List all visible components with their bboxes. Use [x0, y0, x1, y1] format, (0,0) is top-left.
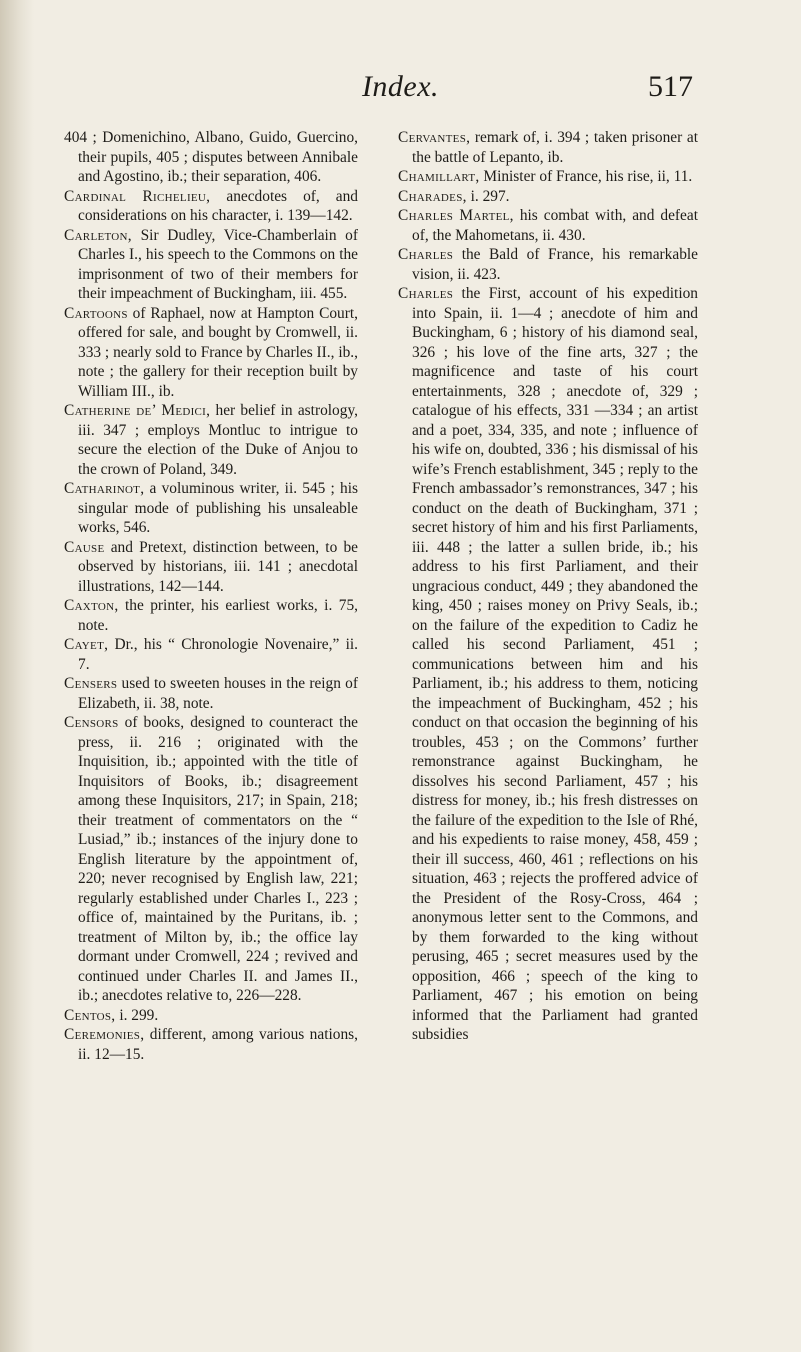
entry-text: of Raphael, now at Hampton Court, offered for sale, and bought by Cromwell, ii. 333 ; nearly sold to France by Charles II., ib., note ; the gallery for their reception built by William III., ib. — [78, 304, 358, 400]
entry-text: Dr., his “ Chronologie Novenaire,” ii. 7. — [78, 636, 358, 673]
entry-text: different, among various nations, ii. 12—15. — [78, 1026, 358, 1063]
index-entry — [64, 596, 358, 635]
index-entry — [398, 187, 698, 207]
page-gutter-shadow — [0, 0, 34, 1352]
index-entry — [64, 401, 358, 479]
index-entry — [64, 674, 358, 713]
entry-head: Cayet, — [64, 636, 109, 653]
entry-head: Charles — [398, 285, 454, 302]
index-entry — [64, 479, 358, 538]
index-entry — [64, 187, 358, 226]
entry-head: Censers — [64, 675, 118, 692]
entry-head: Cause — [64, 538, 105, 556]
entry-text: Sir Dudley, Vice-Chamberlain of Charles I., his speech to the Commons on the imprisonment of two of their members for their impeachment of Buckingham, iii. 455. — [78, 226, 358, 302]
index-entry — [64, 538, 358, 597]
index-entry — [398, 206, 698, 245]
entry-text: a voluminous writer, ii. 545 ; his singular mode of publishing his unsaleable works, 546. — [78, 480, 358, 536]
page-number: 517 — [648, 70, 693, 103]
entry-text: the Bald of France, his remarkable vision, ii. 423. — [412, 246, 698, 283]
entry-head: Cartoons — [64, 304, 128, 322]
entry-text: her belief in astrology, iii. 347 ; employs Montluc to intrigue to secure the election of the Duke of Anjou to the crown of Poland, 349. — [78, 402, 358, 478]
entry-text: 404 ; Domenichino, Albano, Guido, Guercino, their pupils, 405 ; disputes between Annibale and Agostino, ib.; their separation, 406. — [64, 129, 358, 185]
entry-head: Charades, — [398, 187, 467, 205]
entry-text: the First, account of his expedition into Spain, ii. 1—4 ; anecdote of him and Buckingham, 6 ; history of his diamond seal, 326 ; his love of the fine arts, 327 ; the magnificence and taste of his court entertainments, 328 ; anecdote of, 329 ; catalogue of his effects, 331 —334 ; an artist and a poet, 334, 335, and note ; influence of his wife on, doubted, 336 ; his dismissal of his wife’s French establishment, 345 ; reply to the French ambassador’s remonstrances, 347 ; his conduct on the death of Buckingham, 371 ; secret history of him and his first Parliaments, iii. 448 ; the latter a sullen bride, ib.; his address to his first Parliament, and their ungracious conduct, 449 ; they abandoned the king, 450 ; raises money on Privy Seals, ib.; on the failure of the expedition to Cadiz he called his second Parliament, 451 ; communications between him and his Parliament, ib.; his address to them, noticing the impeachment of Buckingham, 452 ; his conduct on that occasion the beginning of his troubles, 453 ; on the Commons’ further remonstrance against Buckingham, he dissolves his second Parliament, 457 ; his distress for money, ib.; his fresh distresses on the failure of the expedition to the Isle of Rhé, and his expedients to raise money, 458, 459 ; their ill success, 460, 461 ; reflections on his situation, 463 ; rejects the proffered advice of the President of the Rosy-Cross, 464 ; anonymous letter sent to the Commons, and by them forwarded to the king without perusing, 465 ; secret measures used by the opposition, 466 ; speech of the king to Parliament, 467 ; his emotion on being informed that the Parliament had granted subsidies — [412, 285, 699, 1043]
entry-text: remark of, i. 394 ; taken prisoner at the battle of Lepanto, ib. — [412, 129, 698, 166]
entry-head: Catherine de’ Medici, — [64, 402, 211, 419]
index-entry — [64, 1006, 358, 1026]
index-entry — [64, 304, 358, 402]
entry-head: Censors — [64, 714, 119, 731]
entry-text: and Pretext, distinction between, to be observed by historians, iii. 141 ; anecdotal illustrations, 142—144. — [78, 538, 358, 595]
entry-head: Carleton, — [64, 226, 132, 244]
index-entry — [398, 245, 698, 284]
entry-head: Chamillart, — [398, 168, 480, 185]
page-header — [0, 70, 801, 110]
index-entry — [64, 713, 358, 1006]
index-entry — [64, 635, 358, 674]
entry-head: Caxton, — [64, 597, 119, 614]
entry-text: Minister of France, his rise, ii, 11. — [479, 168, 693, 185]
entry-text: used to sweeten houses in the reign of Elizabeth, ii. 38, note. — [78, 675, 358, 712]
entry-head: Cardinal Richelieu, — [64, 187, 211, 205]
entry-text: the printer, his earliest works, i. 75, note. — [78, 597, 358, 634]
entry-head: Charles Martel, — [398, 207, 514, 224]
entry-head: Catharinot, — [64, 480, 145, 497]
index-column-left — [64, 128, 358, 1064]
entry-text: his combat with, and defeat of, the Mahometans, ii. 430. — [412, 207, 698, 244]
index-entry — [64, 1025, 358, 1064]
index-column-right — [398, 128, 698, 1045]
entry-head: Cervantes, — [398, 129, 471, 146]
index-entry — [398, 167, 698, 187]
index-entry — [398, 284, 698, 1045]
entry-text: of books, designed to counteract the press, ii. 216 ; originated with the Inquisition, ib.; appointed with the title of Inquisitors of Books, ib.; disagreement among these Inquisitors, 217; in Spain, 218; their treatment of commentators on the “ Lusiad,” ib.; instances of the injury done to English literature by the appointment of, 220; never recognised by English law, 221; regularly established under Charles I., 223 ; office of, maintained by the Puritans, ib. ; treatment of Milton by, ib.; the office lay dormant under Cromwell, 224 ; revived and continued under Charles II. and James II., ib.; anecdotes relative to, 226—228. — [78, 714, 358, 1004]
entry-text: anecdotes of, and considerations on his character, i. 139—142. — [78, 187, 358, 224]
entry-text: i. 297. — [466, 187, 510, 205]
index-entry — [398, 128, 698, 167]
entry-head: Ceremonies, — [64, 1026, 145, 1043]
entry-head: Centos, — [64, 1006, 116, 1024]
entry-text: i. 299. — [115, 1006, 159, 1024]
running-title: Index. — [361, 70, 440, 103]
index-entry — [64, 226, 358, 304]
index-entry — [64, 128, 358, 187]
entry-head: Charles — [398, 246, 454, 263]
